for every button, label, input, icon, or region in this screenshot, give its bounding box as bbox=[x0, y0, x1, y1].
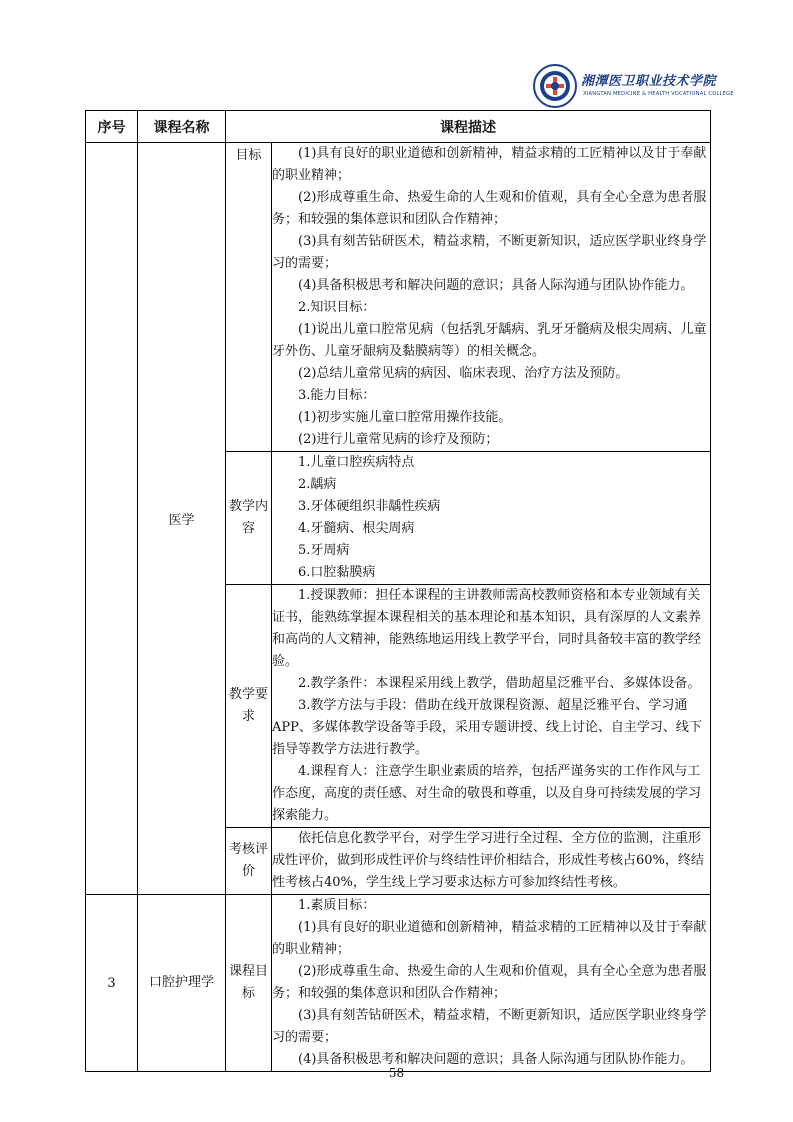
teaching-requirements bbox=[272, 585, 711, 828]
goal-line: (4)具备积极思考和解决问题的意识；具备人际沟通与团队协作能力。 bbox=[298, 278, 694, 293]
school-name: 湘潭医卫职业技术学院 bbox=[581, 74, 717, 89]
header-course-desc: 课程描述 bbox=[226, 111, 711, 143]
evaluation-content bbox=[272, 828, 711, 895]
goal-line: (2)形成尊重生命、热爱生命的人生观和价值观，具有全心全意为患者服务；和较强的集体意识和团队合作精神； bbox=[272, 964, 707, 1001]
table-row bbox=[86, 895, 711, 1072]
goal-line: (1)具有良好的职业道德和创新精神，精益求精的工匠精神以及甘于奉献的职业精神； bbox=[272, 920, 707, 957]
school-emblem-icon bbox=[533, 64, 577, 108]
requirement-line: 1.授课教师：担任本课程的主讲教师需高校教师资格和本专业领域有关证书，能熟练掌握本课程相关的基本理论和基本知识，具有深厚的人文素养和高尚的人文精神，能熟练地运用线上教学平台，同时具备较丰富的教学经验。 bbox=[272, 588, 702, 669]
table-row bbox=[86, 143, 711, 452]
content-line: 3.牙体硬组织非龋性疾病 bbox=[298, 499, 441, 514]
content-line: 1.儿童口腔疾病特点 bbox=[298, 455, 415, 470]
content-line: 4.牙髓病、根尖周病 bbox=[298, 521, 415, 536]
goal-content bbox=[272, 143, 711, 452]
goal-line: (4)具备积极思考和解决问题的意识；具备人际沟通与团队协作能力。 bbox=[298, 1052, 694, 1067]
goal-line: (3)具有刻苦钻研医术，精益求精，不断更新知识，适应医学职业终身学习的需要； bbox=[272, 234, 707, 271]
school-name-en: XIANGTAN MEDICINE & HEALTH VOCATIONAL COLLEGE bbox=[583, 91, 734, 97]
school-logo bbox=[533, 64, 734, 110]
course-name-cell: 口腔护理学 bbox=[138, 895, 226, 1072]
goal-line: (1)说出儿童口腔常见病（包括乳牙龋病、乳牙牙髓病及根尖周病、儿童牙外伤、儿童牙龈病及黏膜病等）的相关概念。 bbox=[272, 322, 707, 359]
evaluation-label: 考核评价 bbox=[226, 828, 272, 895]
seq-cell-empty bbox=[86, 143, 138, 895]
course-table bbox=[85, 110, 711, 1072]
requirement-line: 3.教学方法与手段：借助在线开放课程资源、超星泛雅平台、学习通APP、多媒体教学设备等手段，采用专题讲授、线上讨论、自主学习、线下指导等教学方法进行教学。 bbox=[272, 698, 702, 757]
header-course-name: 课程名称 bbox=[138, 111, 226, 143]
goal-line: 2.知识目标： bbox=[298, 300, 376, 315]
goal-line: (2)进行儿童常见病的诊疗及预防； bbox=[298, 432, 499, 447]
content-label: 教学内容 bbox=[226, 452, 272, 585]
course-goal-content bbox=[272, 895, 711, 1072]
content-line: 5.牙周病 bbox=[298, 543, 350, 558]
seq-cell: 3 bbox=[86, 895, 138, 1072]
goal-line: (1)具有良好的职业道德和创新精神，精益求精的工匠精神以及甘于奉献的职业精神； bbox=[272, 146, 707, 183]
header-seq: 序号 bbox=[86, 111, 138, 143]
goal-line: (2)总结儿童常见病的病因、临床表现、治疗方法及预防。 bbox=[298, 366, 629, 381]
goal-line: 1.素质目标： bbox=[298, 898, 376, 913]
requirements-label: 教学要求 bbox=[226, 585, 272, 828]
course-name-cell: 医学 bbox=[138, 143, 226, 895]
goal-line: (2)形成尊重生命、热爱生命的人生观和价值观，具有全心全意为患者服务；和较强的集体意识和团队合作精神； bbox=[272, 190, 707, 227]
content-line: 2.龋病 bbox=[298, 477, 337, 492]
table-header-row bbox=[86, 111, 711, 143]
goal-line: 3.能力目标： bbox=[298, 388, 376, 403]
teaching-content bbox=[272, 452, 711, 585]
goal-line: (3)具有刻苦钻研医术，精益求精，不断更新知识，适应医学职业终身学习的需要； bbox=[272, 1008, 707, 1045]
evaluation-text: 依托信息化教学平台，对学生学习进行全过程、全方位的监测，注重形成性评价，做到形成性评价与终结性评价相结合，形成性考核占60%，终结性考核占40%，学生线上学习要求达标方可参加终结性考核。 bbox=[272, 831, 704, 890]
requirement-line: 4.课程育人：注意学生职业素质的培养，包括严谨务实的工作作风与工作态度，高度的责任感、对生命的敬畏和尊重，以及自身可持续发展的学习探索能力。 bbox=[272, 764, 702, 823]
requirement-line: 2.教学条件：本课程采用线上教学，借助超星泛雅平台、多媒体设备。 bbox=[298, 676, 701, 691]
page-number: 58 bbox=[388, 1066, 405, 1080]
goal-label: 目标 bbox=[226, 143, 272, 452]
content-line: 6.口腔黏膜病 bbox=[298, 565, 376, 580]
course-goal-label: 课程目标 bbox=[226, 895, 272, 1072]
goal-line: (1)初步实施儿童口腔常用操作技能。 bbox=[298, 410, 512, 425]
